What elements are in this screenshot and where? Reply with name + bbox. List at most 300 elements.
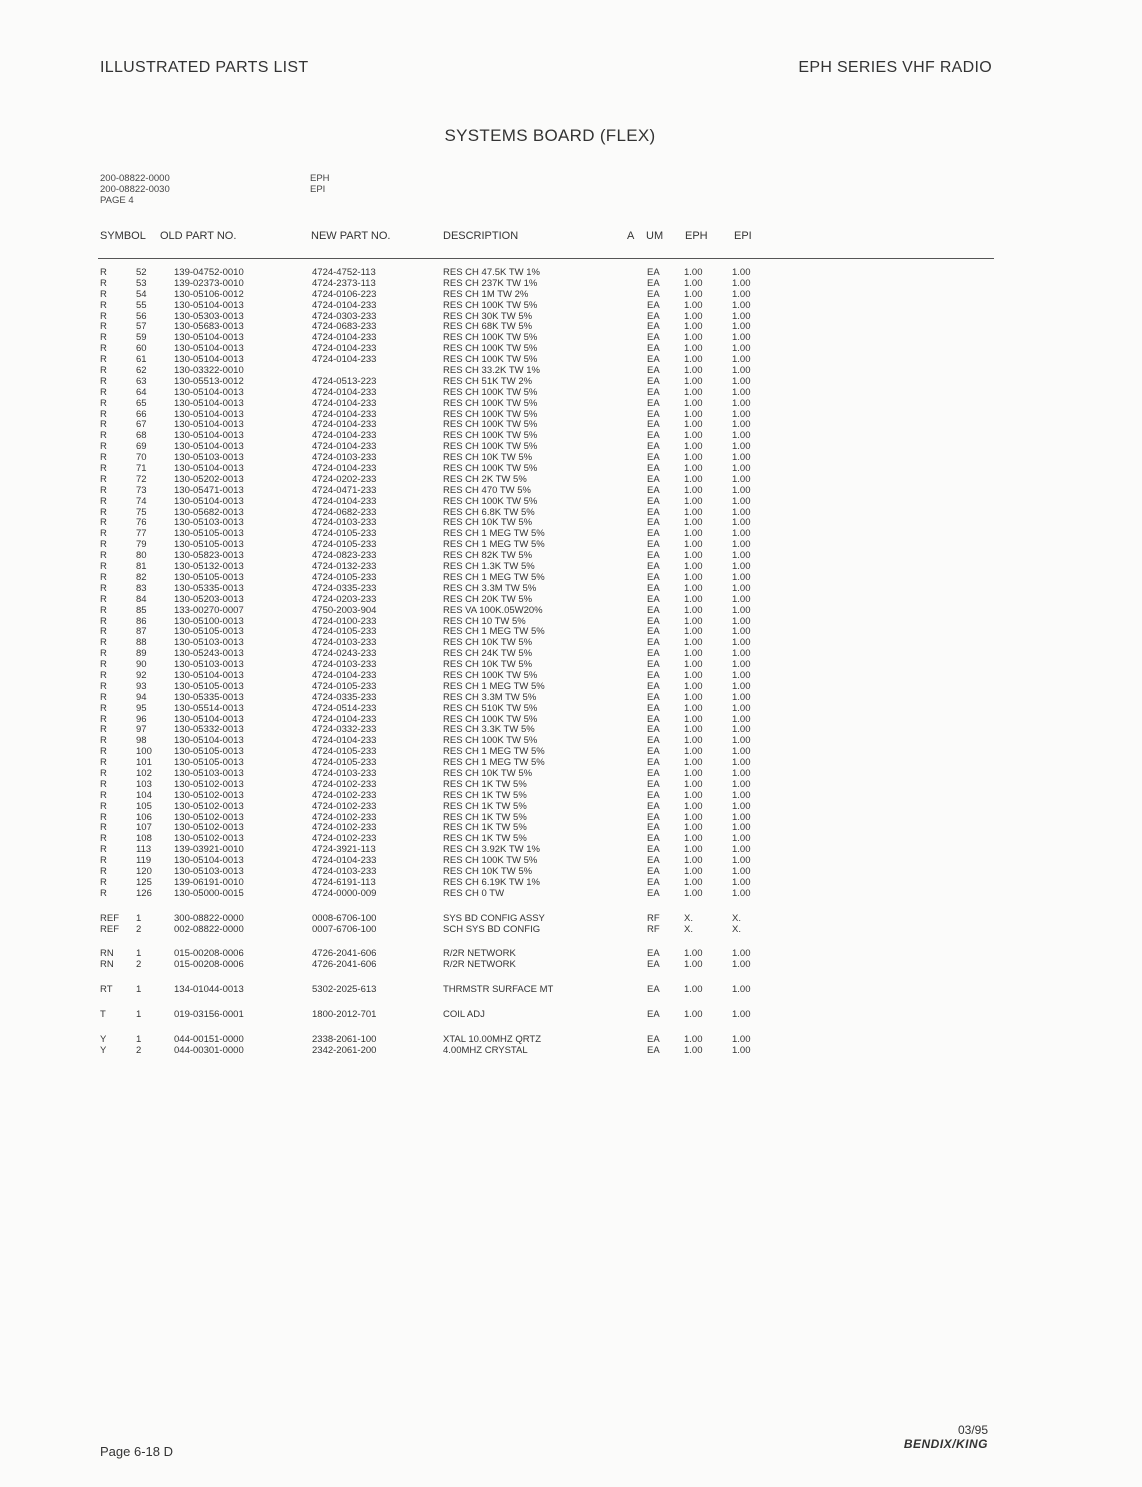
- symbol: R: [100, 539, 107, 551]
- epi-quantity: 1.00: [732, 659, 751, 671]
- parts-row: [0, 725, 1142, 736]
- page-title: SYSTEMS BOARD (FLEX): [444, 126, 656, 145]
- old-part-number: 130-05105-0013: [174, 680, 244, 692]
- parts-row: [0, 344, 1142, 355]
- unit-of-measure: EA: [647, 452, 660, 464]
- column-header-symbol: SYMBOL: [100, 230, 146, 242]
- old-part-number: 130-05104-0013: [174, 386, 244, 398]
- symbol-number: 60: [136, 343, 147, 355]
- description: RES CH 6.8K TW 5%: [443, 506, 535, 518]
- new-part-number: 4724-0335-233: [312, 582, 377, 594]
- description: RES VA 100K.05W20%: [443, 604, 543, 616]
- epi-quantity: 1.00: [732, 724, 751, 736]
- symbol: R: [100, 844, 107, 856]
- symbol-number: 92: [136, 669, 147, 681]
- column-header-old-part: OLD PART NO.: [160, 230, 237, 242]
- symbol: R: [100, 789, 107, 801]
- epi-quantity: 1.00: [732, 561, 751, 573]
- symbol: R: [100, 310, 107, 322]
- epi-quantity: 1.00: [732, 691, 751, 703]
- description: RES CH 100K TW 5%: [443, 463, 538, 475]
- new-part-number: 4724-0103-233: [312, 659, 377, 671]
- old-part-number: 002-08822-0000: [174, 923, 244, 935]
- old-part-number: 130-05105-0013: [174, 528, 244, 540]
- symbol-number: 84: [136, 593, 147, 605]
- description: RES CH 1K TW 5%: [443, 789, 527, 801]
- eph-quantity: 1.00: [684, 615, 703, 627]
- new-part-number: 4724-0105-233: [312, 528, 377, 540]
- symbol: RN: [100, 959, 114, 971]
- symbol: R: [100, 506, 107, 518]
- epi-quantity: 1.00: [732, 887, 751, 899]
- symbol: R: [100, 441, 107, 453]
- old-part-number: 134-01044-0013: [174, 984, 244, 996]
- unit-of-measure: EA: [647, 615, 660, 627]
- new-part-number: 4724-0104-233: [312, 386, 377, 398]
- new-part-number: 4724-0104-233: [312, 299, 377, 311]
- symbol: R: [100, 386, 107, 398]
- description: RES CH 1 MEG TW 5%: [443, 626, 545, 638]
- epi-quantity: 1.00: [732, 822, 751, 834]
- unit-of-measure: EA: [647, 582, 660, 594]
- symbol-number: 82: [136, 571, 147, 583]
- symbol: R: [100, 582, 107, 594]
- old-part-number: 015-00208-0006: [174, 959, 244, 971]
- parts-row: [0, 780, 1142, 791]
- description: RES CH 100K TW 5%: [443, 299, 538, 311]
- symbol: R: [100, 463, 107, 475]
- old-part-number: 130-05243-0013: [174, 648, 244, 660]
- old-part-number: 130-05683-0013: [174, 321, 244, 333]
- description: RES CH 100K TW 5%: [443, 441, 538, 453]
- epi-quantity: X.: [732, 923, 741, 935]
- parts-row: [0, 312, 1142, 323]
- parts-row: [0, 914, 1142, 925]
- eph-quantity: 1.00: [684, 277, 703, 289]
- symbol: R: [100, 321, 107, 333]
- symbol: R: [100, 332, 107, 344]
- epi-quantity: 1.00: [732, 582, 751, 594]
- parts-row: [0, 960, 1142, 971]
- epi-quantity: 1.00: [732, 811, 751, 823]
- epi-quantity: 1.00: [732, 615, 751, 627]
- symbol-number: 2: [136, 1044, 142, 1056]
- symbol-number: 68: [136, 430, 147, 442]
- unit-of-measure: EA: [647, 441, 660, 453]
- column-header-eph: EPH: [685, 230, 708, 242]
- epi-quantity: 1.00: [732, 757, 751, 769]
- new-part-number: 0008-6706-100: [312, 912, 377, 924]
- symbol-number: 74: [136, 495, 147, 507]
- model-labels: [310, 173, 330, 195]
- symbol-number: 65: [136, 397, 147, 409]
- old-part-number: 130-05104-0013: [174, 332, 244, 344]
- epi-quantity: 1.00: [732, 865, 751, 877]
- symbol-number: 52: [136, 267, 147, 278]
- unit-of-measure: EA: [647, 648, 660, 660]
- epi-quantity: 1.00: [732, 332, 751, 344]
- old-part-number: 015-00208-0006: [174, 948, 244, 960]
- old-part-number: 044-00301-0000: [174, 1044, 244, 1056]
- description: RES CH 10K TW 5%: [443, 517, 533, 529]
- new-part-number: 4724-0000-009: [312, 887, 377, 899]
- unit-of-measure: EA: [647, 506, 660, 518]
- unit-of-measure: EA: [647, 959, 660, 971]
- old-part-number: 130-05104-0013: [174, 430, 244, 442]
- description: RES CH 0 TW: [443, 887, 505, 899]
- unit-of-measure: EA: [647, 343, 660, 355]
- symbol-number: 59: [136, 332, 147, 344]
- epi-quantity: 1.00: [732, 386, 751, 398]
- new-part-number: 4724-3921-113: [312, 844, 376, 856]
- parts-row: [0, 638, 1142, 649]
- symbol: Y: [100, 1034, 107, 1045]
- symbol-number: 87: [136, 626, 147, 638]
- eph-quantity: 1.00: [684, 550, 703, 562]
- epi-quantity: 1.00: [732, 321, 751, 333]
- epi-quantity: 1.00: [732, 1034, 751, 1045]
- symbol-number: 90: [136, 659, 147, 671]
- eph-quantity: X.: [684, 912, 693, 924]
- parts-row: [0, 769, 1142, 780]
- header-rule: [98, 258, 994, 259]
- description: RES CH 470 TW 5%: [443, 484, 531, 496]
- old-part-number: 130-05105-0013: [174, 626, 244, 638]
- epi-quantity: 1.00: [732, 593, 751, 605]
- symbol: R: [100, 659, 107, 671]
- old-part-number: 130-05202-0013: [174, 473, 244, 485]
- parts-row: [0, 617, 1142, 628]
- epi-quantity: 1.00: [732, 604, 751, 616]
- new-part-number: 4724-0104-233: [312, 408, 377, 420]
- assembly-number: 200-08822-0030: [100, 184, 170, 195]
- parts-row: [0, 366, 1142, 377]
- epi-quantity: 1.00: [732, 789, 751, 801]
- eph-quantity: 1.00: [684, 984, 703, 996]
- new-part-number: 4724-0203-233: [312, 593, 377, 605]
- parts-row: [0, 813, 1142, 824]
- description: RES CH 100K TW 5%: [443, 419, 538, 431]
- parts-row: [0, 834, 1142, 845]
- parts-row: [0, 497, 1142, 508]
- eph-quantity: 1.00: [684, 267, 703, 278]
- epi-quantity: 1.00: [732, 517, 751, 529]
- unit-of-measure: EA: [647, 593, 660, 605]
- epi-quantity: 1.00: [732, 277, 751, 289]
- unit-of-measure: EA: [647, 375, 660, 387]
- old-part-number: 130-05104-0013: [174, 441, 244, 453]
- description: RES CH 100K TW 5%: [443, 855, 538, 867]
- epi-quantity: 1.00: [732, 833, 751, 845]
- old-part-number: 130-05682-0013: [174, 506, 244, 518]
- eph-quantity: 1.00: [684, 332, 703, 344]
- unit-of-measure: EA: [647, 397, 660, 409]
- new-part-number: 0007-6706-100: [312, 923, 377, 935]
- epi-quantity: X.: [732, 912, 741, 924]
- unit-of-measure: EA: [647, 528, 660, 540]
- description: RES CH 3.3M TW 5%: [443, 691, 537, 703]
- footer-right: [904, 1423, 988, 1451]
- eph-quantity: 1.00: [684, 833, 703, 845]
- eph-quantity: 1.00: [684, 713, 703, 725]
- eph-quantity: 1.00: [684, 593, 703, 605]
- epi-quantity: 1.00: [732, 1044, 751, 1056]
- new-part-number: 4724-0823-233: [312, 550, 377, 562]
- new-part-number: 4724-0104-233: [312, 397, 377, 409]
- unit-of-measure: EA: [647, 430, 660, 442]
- epi-quantity: 1.00: [732, 408, 751, 420]
- unit-of-measure: EA: [647, 473, 660, 485]
- symbol-number: 81: [136, 561, 147, 573]
- page-number: Page 6-18 D: [100, 1444, 173, 1459]
- unit-of-measure: EA: [647, 277, 660, 289]
- old-part-number: 130-05102-0013: [174, 811, 244, 823]
- eph-quantity: 1.00: [684, 561, 703, 573]
- description: RES CH 1K TW 5%: [443, 800, 527, 812]
- symbol: R: [100, 876, 107, 888]
- old-part-number: 300-08822-0000: [174, 912, 244, 924]
- unit-of-measure: EA: [647, 408, 660, 420]
- new-part-number: 4724-0132-233: [312, 561, 377, 573]
- new-part-number: 4724-0102-233: [312, 833, 377, 845]
- eph-quantity: 1.00: [684, 746, 703, 758]
- epi-quantity: 1.00: [732, 452, 751, 464]
- eph-quantity: 1.00: [684, 691, 703, 703]
- eph-quantity: 1.00: [684, 430, 703, 442]
- parts-row: [0, 333, 1142, 344]
- old-part-number: 130-05105-0013: [174, 757, 244, 769]
- description: R/2R NETWORK: [443, 948, 516, 960]
- parts-row: [0, 867, 1142, 878]
- new-part-number: 2338-2061-100: [312, 1034, 377, 1045]
- description: RES CH 237K TW 1%: [443, 277, 538, 289]
- eph-quantity: 1.00: [684, 386, 703, 398]
- symbol-number: 97: [136, 724, 147, 736]
- unit-of-measure: RF: [647, 912, 660, 924]
- symbol: R: [100, 593, 107, 605]
- parts-row: [0, 399, 1142, 410]
- unit-of-measure: EA: [647, 463, 660, 475]
- unit-of-measure: EA: [647, 321, 660, 333]
- new-part-number: 4724-0513-223: [312, 375, 377, 387]
- parts-row: [0, 606, 1142, 617]
- eph-quantity: 1.00: [684, 735, 703, 747]
- epi-quantity: 1.00: [732, 680, 751, 692]
- new-part-number: 4724-0104-233: [312, 669, 377, 681]
- old-part-number: 130-05104-0013: [174, 669, 244, 681]
- symbol: Y: [100, 1044, 107, 1056]
- parts-row: [0, 1010, 1142, 1021]
- column-header-row: [0, 230, 1142, 244]
- symbol: R: [100, 604, 107, 616]
- old-part-number: 130-05332-0013: [174, 724, 244, 736]
- parts-row: [0, 693, 1142, 704]
- old-part-number: 130-05102-0013: [174, 822, 244, 834]
- old-part-number: 139-03921-0010: [174, 844, 244, 856]
- description: COIL ADJ: [443, 1009, 485, 1021]
- new-part-number: 4724-0103-233: [312, 865, 377, 877]
- description: SYS BD CONFIG ASSY: [443, 912, 545, 924]
- symbol-number: 1: [136, 912, 142, 924]
- epi-quantity: 1.00: [732, 528, 751, 540]
- epi-quantity: 1.00: [732, 288, 751, 300]
- symbol-number: 119: [136, 855, 152, 867]
- symbol-number: 88: [136, 637, 147, 649]
- symbol: R: [100, 669, 107, 681]
- parts-row: [0, 823, 1142, 834]
- symbol-number: 105: [136, 800, 152, 812]
- epi-quantity: 1.00: [732, 959, 751, 971]
- symbol: T: [100, 1009, 106, 1021]
- eph-quantity: 1.00: [684, 343, 703, 355]
- new-part-number: 1800-2012-701: [312, 1009, 377, 1021]
- eph-quantity: 1.00: [684, 582, 703, 594]
- description: RES CH 1 MEG TW 5%: [443, 539, 545, 551]
- eph-quantity: 1.00: [684, 767, 703, 779]
- epi-quantity: 1.00: [732, 267, 751, 278]
- new-part-number: 4724-0471-233: [312, 484, 377, 496]
- old-part-number: 130-05102-0013: [174, 800, 244, 812]
- symbol-number: 77: [136, 528, 147, 540]
- description: RES CH 100K TW 5%: [443, 735, 538, 747]
- description: RES CH 100K TW 5%: [443, 386, 538, 398]
- document-header-right: EPH SERIES VHF RADIO: [798, 59, 992, 76]
- new-part-number: 4724-0105-233: [312, 626, 377, 638]
- unit-of-measure: EA: [647, 724, 660, 736]
- description: RES CH 10K TW 5%: [443, 659, 533, 671]
- new-part-number: 4724-0332-233: [312, 724, 377, 736]
- eph-quantity: X.: [684, 923, 693, 935]
- unit-of-measure: EA: [647, 811, 660, 823]
- unit-of-measure: EA: [647, 984, 660, 996]
- old-part-number: 133-00270-0007: [174, 604, 244, 616]
- description: RES CH 3.3K TW 5%: [443, 724, 535, 736]
- new-part-number: 2342-2061-200: [312, 1044, 377, 1056]
- description: RES CH 1K TW 5%: [443, 811, 527, 823]
- description: RES CH 24K TW 5%: [443, 648, 533, 660]
- parts-row: [0, 355, 1142, 366]
- symbol: R: [100, 757, 107, 769]
- epi-quantity: 1.00: [732, 626, 751, 638]
- eph-quantity: 1.00: [684, 288, 703, 300]
- symbol-number: 107: [136, 822, 152, 834]
- epi-quantity: 1.00: [732, 506, 751, 518]
- new-part-number: 4724-0104-233: [312, 463, 377, 475]
- unit-of-measure: EA: [647, 299, 660, 311]
- epi-quantity: 1.00: [732, 800, 751, 812]
- description: RES CH 10K TW 5%: [443, 865, 533, 877]
- symbol: R: [100, 680, 107, 692]
- symbol: R: [100, 800, 107, 812]
- parts-row: [0, 878, 1142, 889]
- new-part-number: 4724-0202-233: [312, 473, 377, 485]
- symbol-number: 64: [136, 386, 147, 398]
- eph-quantity: 1.00: [684, 865, 703, 877]
- parts-row: [0, 322, 1142, 333]
- unit-of-measure: EA: [647, 876, 660, 888]
- unit-of-measure: EA: [647, 419, 660, 431]
- symbol: R: [100, 855, 107, 867]
- symbol: R: [100, 637, 107, 649]
- parts-row: [0, 747, 1142, 758]
- parts-row: [0, 529, 1142, 540]
- epi-quantity: 1.00: [732, 855, 751, 867]
- symbol-number: 93: [136, 680, 147, 692]
- parts-row: [0, 420, 1142, 431]
- unit-of-measure: EA: [647, 365, 660, 377]
- epi-quantity: 1.00: [732, 419, 751, 431]
- epi-quantity: 1.00: [732, 948, 751, 960]
- unit-of-measure: EA: [647, 561, 660, 573]
- new-part-number: 4724-0104-233: [312, 855, 377, 867]
- new-part-number: 4724-0105-233: [312, 757, 377, 769]
- parts-row: [0, 649, 1142, 660]
- parts-row: [0, 410, 1142, 421]
- old-part-number: 130-05104-0013: [174, 343, 244, 355]
- parts-row: [0, 388, 1142, 399]
- eph-quantity: 1.00: [684, 571, 703, 583]
- new-part-number: 4724-0243-233: [312, 648, 377, 660]
- symbol-number: 62: [136, 365, 147, 377]
- old-part-number: 130-05335-0013: [174, 582, 244, 594]
- symbol-number: 75: [136, 506, 147, 518]
- symbol-number: 96: [136, 713, 147, 725]
- old-part-number: 130-05303-0013: [174, 310, 244, 322]
- old-part-number: 130-05103-0013: [174, 767, 244, 779]
- unit-of-measure: EA: [647, 691, 660, 703]
- symbol: R: [100, 277, 107, 289]
- new-part-number: 4724-0335-233: [312, 691, 377, 703]
- new-part-number: 4724-0104-233: [312, 343, 377, 355]
- unit-of-measure: EA: [647, 1009, 660, 1021]
- description: RES CH 100K TW 5%: [443, 408, 538, 420]
- eph-quantity: 1.00: [684, 680, 703, 692]
- symbol: R: [100, 419, 107, 431]
- symbol-number: 104: [136, 789, 152, 801]
- epi-quantity: 1.00: [732, 441, 751, 453]
- unit-of-measure: EA: [647, 887, 660, 899]
- symbol-number: 98: [136, 735, 147, 747]
- new-part-number: 4724-0303-233: [312, 310, 377, 322]
- unit-of-measure: EA: [647, 484, 660, 496]
- parts-row: [0, 475, 1142, 486]
- parts-row: [0, 715, 1142, 726]
- old-part-number: 130-05103-0013: [174, 865, 244, 877]
- symbol: R: [100, 267, 107, 278]
- new-part-number: 4724-0514-233: [312, 702, 377, 714]
- parts-row: [0, 1046, 1142, 1057]
- symbol-number: 69: [136, 441, 147, 453]
- description: RES CH 10K TW 5%: [443, 767, 533, 779]
- old-part-number: 130-05102-0013: [174, 778, 244, 790]
- symbol-number: 73: [136, 484, 147, 496]
- column-header-a: A: [627, 230, 635, 242]
- old-part-number: 130-05104-0013: [174, 354, 244, 366]
- eph-quantity: 1.00: [684, 517, 703, 529]
- eph-quantity: 1.00: [684, 844, 703, 856]
- eph-quantity: 1.00: [684, 1044, 703, 1056]
- epi-quantity: 1.00: [732, 746, 751, 758]
- symbol: R: [100, 528, 107, 540]
- parts-row: [0, 1035, 1142, 1046]
- column-header-description: DESCRIPTION: [443, 230, 519, 242]
- new-part-number: 4724-0104-233: [312, 713, 377, 725]
- old-part-number: 130-05100-0013: [174, 615, 244, 627]
- unit-of-measure: EA: [647, 604, 660, 616]
- symbol-number: 61: [136, 354, 147, 366]
- unit-of-measure: EA: [647, 288, 660, 300]
- description: RES CH 1 MEG TW 5%: [443, 746, 545, 758]
